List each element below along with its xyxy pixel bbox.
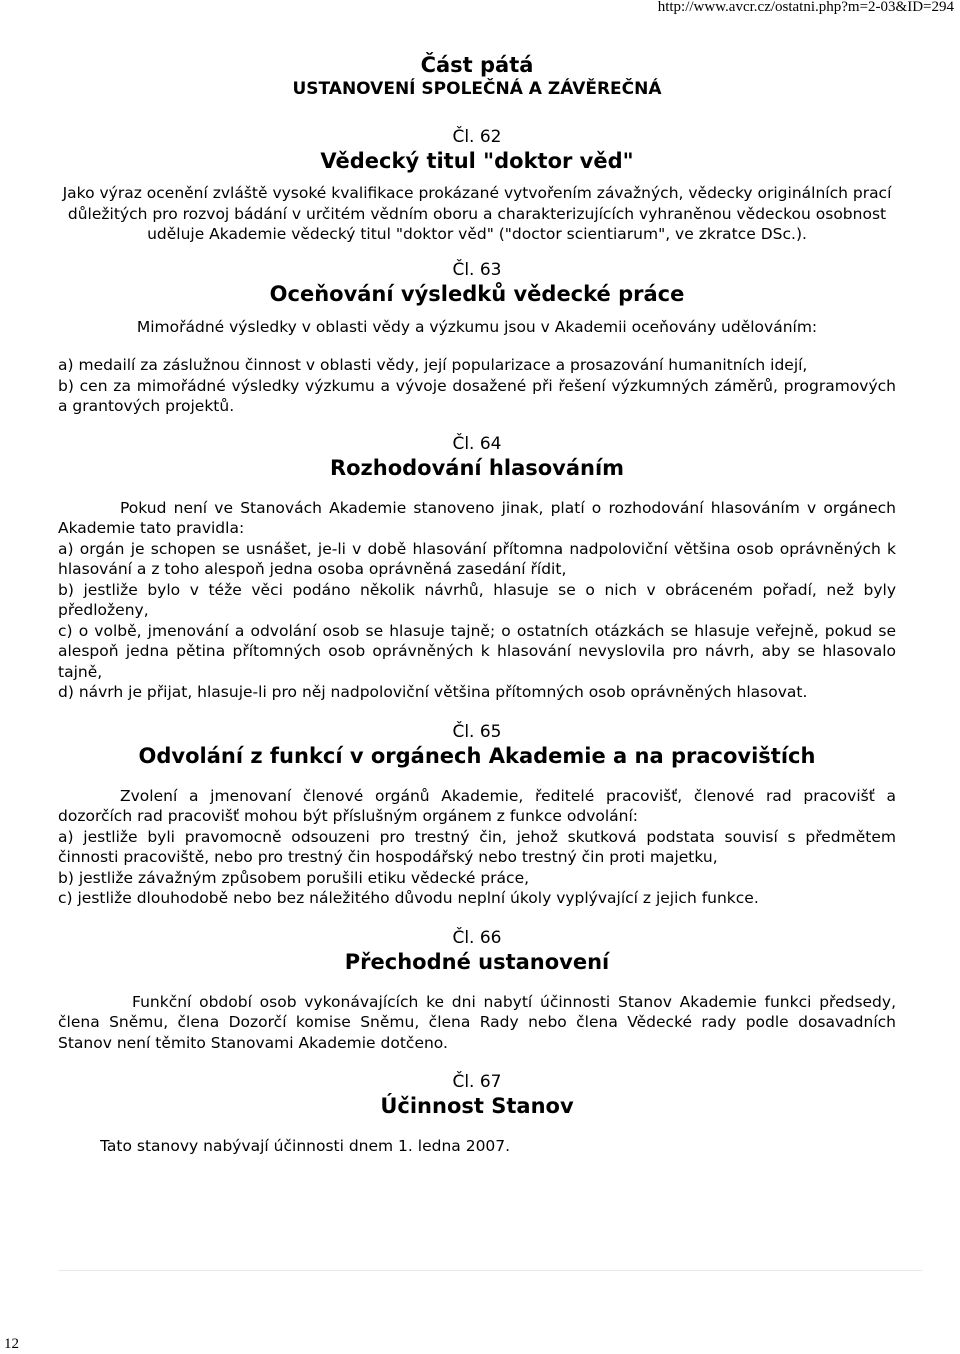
article-66-text: Funkční období osob vykonávajících ke dni nabytí účinnosti Stanov Akademie funkci předsedy, člena Sněmu, člena Dozorčí komise Sněmu, člena Rady nebo člena Vědecké rady podle dosavadních Stanov není těmito Stanovami Akademie dotčeno. bbox=[58, 992, 896, 1052]
article-64-item-a: a) orgán je schopen se usnášet, je-li v době hlasování přítomna nadpoloviční většina osob oprávněných k hlasování a z toho alespoň jedna osoba oprávněná zasedání řídit, bbox=[58, 539, 896, 578]
part-title: Část pátá bbox=[420, 53, 534, 77]
article-63-item-a: a) medailí za záslužnou činnost v oblasti vědy, její popularizace a prosazování humanitních idejí, bbox=[58, 356, 808, 374]
page-number: 12 bbox=[4, 1336, 19, 1352]
article-62-number: Čl. 62 bbox=[452, 127, 502, 147]
article-64-item-c: c) o volbě, jmenování a odvolání osob se hlasuje tajně; o ostatních otázkách se hlasuje veřejně, pokud se alespoň jedna pětina přítomných osob oprávněných k hlasování nevyslovila pro návrh, aby se hlasovalo tajně, bbox=[58, 621, 896, 681]
article-64-number: Čl. 64 bbox=[452, 433, 502, 454]
footer-divider bbox=[58, 1270, 922, 1271]
source-url: http://www.avcr.cz/ostatni.php?m=2-03&ID=294 bbox=[657, 0, 954, 15]
document-page bbox=[58, 52, 896, 1157]
article-65-intro: Zvolení a jmenovaní členové orgánů Akademie, ředitelé pracovišť, členové rad pracovišť a dozorčích rad pracovišť mohou být příslušným orgánem z funkce odvolání: bbox=[58, 786, 896, 825]
article-66-number: Čl. 66 bbox=[452, 927, 502, 948]
article-65-item-a: a) jestliže byli pravomocně odsouzeni pro trestný čin, jehož skutková podstata souvisí s předmětem činnosti pracoviště, nebo pro trestný čin hospodářský nebo trestný čin proti majetku, bbox=[58, 827, 896, 866]
article-67-number: Čl. 67 bbox=[452, 1072, 502, 1092]
article-62-title: Vědecký titul "doktor věd" bbox=[320, 149, 634, 173]
article-64-item-b: b) jestliže bylo v téže věci podáno několik návrhů, hlasuje se o nich v obráceném pořadí, než byly předloženy, bbox=[58, 580, 896, 619]
article-64-title: Rozhodování hlasováním bbox=[329, 455, 625, 480]
article-67-title: Účinnost Stanov bbox=[380, 1094, 574, 1118]
part-subtitle: USTANOVENÍ SPOLEČNÁ A ZÁVĚREČNÁ bbox=[292, 79, 662, 99]
article-65-number: Čl. 65 bbox=[452, 721, 502, 742]
article-63-intro: Mimořádné výsledky v oblasti vědy a výzkumu jsou v Akademii oceňovány udělováním: bbox=[136, 317, 818, 336]
article-64-item-d: d) návrh je přijat, hlasuje-li pro něj nadpoloviční většina přítomných osob oprávněných hlasovat. bbox=[58, 683, 808, 701]
article-65-item-c: c) jestliže dlouhodobě nebo bez náležitého důvodu neplní úkoly vyplývající z jejich funkce. bbox=[58, 889, 759, 907]
article-63-number: Čl. 63 bbox=[452, 259, 502, 280]
article-65-title: Odvolání z funkcí v orgánech Akademie a na pracovištích bbox=[138, 743, 816, 768]
article-63-item-b: b) cen za mimořádné výsledky výzkumu a vývoje dosažené při řešení výzkumných záměrů, programových a grantových projektů. bbox=[58, 376, 896, 415]
article-67-text: Tato stanovy nabývají účinnosti dnem 1. ledna 2007. bbox=[100, 1137, 511, 1155]
article-62-text: Jako výraz ocenění zvláště vysoké kvalifikace prokázané vytvořením závažných, vědecky originálních prací důležitých pro rozvoj bádání v určitém vědním oboru a charakterizujících vyhraněnou vědeckou osobnost uděluje Akademie vědecký titul "doktor věd" ("doctor scientiarum", ve zkratce DSc.). bbox=[62, 184, 892, 243]
article-64-intro: Pokud není ve Stanovách Akademie stanoveno jinak, platí o rozhodování hlasováním v orgánech Akademie tato pravidla: bbox=[58, 498, 896, 537]
article-63-title: Oceňování výsledků vědecké práce bbox=[269, 281, 685, 306]
article-66-title: Přechodné ustanovení bbox=[344, 949, 610, 974]
article-65-item-b: b) jestliže závažným způsobem porušili etiku vědecké práce, bbox=[58, 868, 530, 887]
